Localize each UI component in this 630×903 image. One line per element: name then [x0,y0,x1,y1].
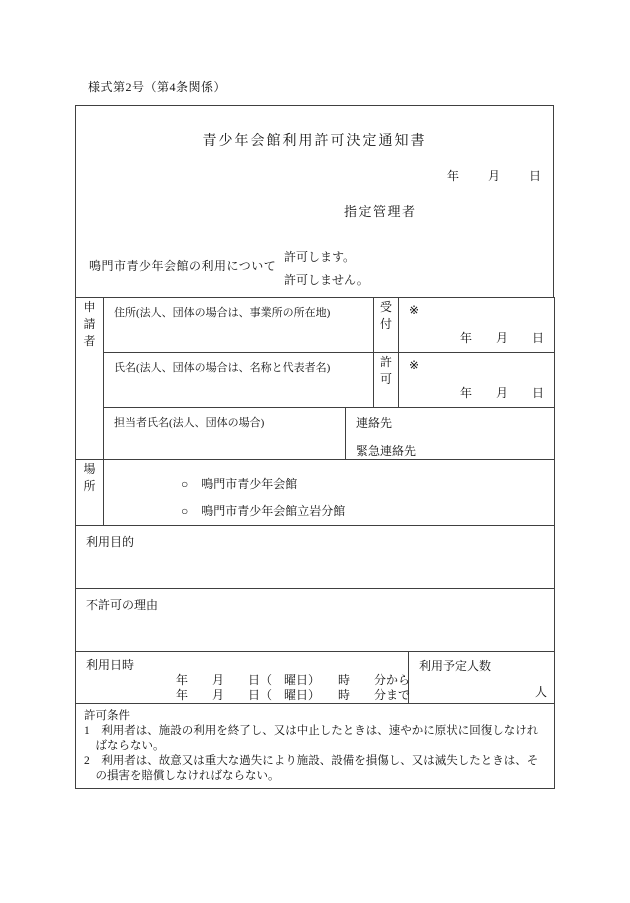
form-title: 青少年会館利用許可決定通知書 [202,134,427,149]
applicant-label-char: 者 [83,334,96,348]
permit-label-char: 許 [380,355,393,369]
permit-stamp-label [374,353,398,387]
place-options-cell [104,460,555,526]
place-option-branch [181,498,554,525]
receipt-note-mark: ※ [409,303,420,317]
contact-info-cell [346,408,555,460]
contact-person-label: 担当者氏名(法人、団体の場合) [114,417,265,429]
applicant-label-char: 請 [83,317,96,331]
issue-date-year-label: 年 [446,169,459,183]
permit-date-cell [399,353,555,408]
permit-stamp-label-cell [374,353,399,408]
datetime-to-line: 年 月 日（ 曜日） 時 分まで [176,688,411,702]
name-label: 氏名(法人、団体の場合は、名称と代表者名) [114,362,331,374]
capacity-label: 利用予定人数 [419,659,492,673]
capacity-cell [409,652,555,704]
form-table [75,297,555,789]
permit-date-line [460,384,544,401]
notice-subject-text: 鳴門市青少年会館の利用について [89,259,277,273]
circle-mark-icon: ○ [181,504,189,518]
place-label-char: 場 [83,462,96,476]
use-datetime-cell [76,652,409,704]
name-cell [104,353,374,408]
notice-option-deny: 許可しません。 [284,273,369,287]
conditions-title: 許可条件 [84,710,130,722]
receipt-label-char: 付 [380,317,393,331]
designated-manager-label: 指定管理者 [344,204,417,219]
condition-line: ばならない。 [84,740,165,752]
place-label-char: 所 [83,479,96,493]
use-datetime-lines [176,673,410,703]
permit-day-label: 日 [532,386,545,400]
receipt-date-cell [399,298,555,353]
receipt-month-label: 月 [495,331,508,345]
form-number-label: 様式第2号（第4条関係） [88,80,227,94]
receipt-label-char: 受 [380,300,393,314]
denial-reason-label: 不許可の理由 [86,598,159,612]
conditions-cell [76,704,555,789]
receipt-date-line [460,329,544,346]
datetime-from-line: 年 月 日（ 曜日） 時 分から [176,673,411,687]
receipt-day-label: 日 [532,331,545,345]
place-option-main [181,471,554,498]
issue-date-month-label: 月 [487,169,500,183]
place-section-label-cell [76,460,104,526]
place-option-name: 鳴門市青少年会館立岩分館 [201,504,346,518]
denial-reason-cell [76,589,555,652]
permit-label-char: 可 [380,372,393,386]
emergency-contact-label: 緊急連絡先 [356,444,417,458]
contact-person-cell [104,408,346,460]
contact-label: 連絡先 [356,416,393,430]
form-box [75,105,554,789]
notice-options [284,246,369,292]
condition-line: 1 利用者は、施設の利用を終了し、又は中止したときは、速やかに原状に回復しなけれ [84,725,539,737]
receipt-year-label: 年 [459,331,472,345]
applicant-section-label [76,298,103,349]
use-datetime-label: 利用日時 [86,658,135,672]
applicant-section-label-cell [76,298,104,460]
condition-line: の損害を賠償しなければならない。 [84,770,280,782]
place-section-label [76,460,103,494]
place-option-name: 鳴門市青少年会館 [201,477,298,491]
condition-line: 2 利用者は、故意又は重大な過失により施設、設備を損傷し、又は滅失したときは、そ [84,755,539,767]
address-label: 住所(法人、団体の場合は、事業所の所在地) [114,307,331,319]
notice-option-grant: 許可します。 [284,250,356,264]
permit-month-label: 月 [495,386,508,400]
permit-note-mark: ※ [409,358,420,372]
purpose-label: 利用目的 [86,535,135,549]
receipt-stamp-label-cell [374,298,399,353]
receipt-stamp-label [374,298,398,332]
capacity-unit-label: 人 [535,685,548,699]
purpose-cell [76,526,555,589]
permit-year-label: 年 [459,386,472,400]
circle-mark-icon: ○ [181,477,189,491]
form-header [75,105,554,297]
issue-date-line [447,167,541,184]
applicant-label-char: 申 [83,300,96,314]
address-cell [104,298,374,353]
issue-date-day-label: 日 [528,169,541,183]
conditions-block [76,704,554,784]
